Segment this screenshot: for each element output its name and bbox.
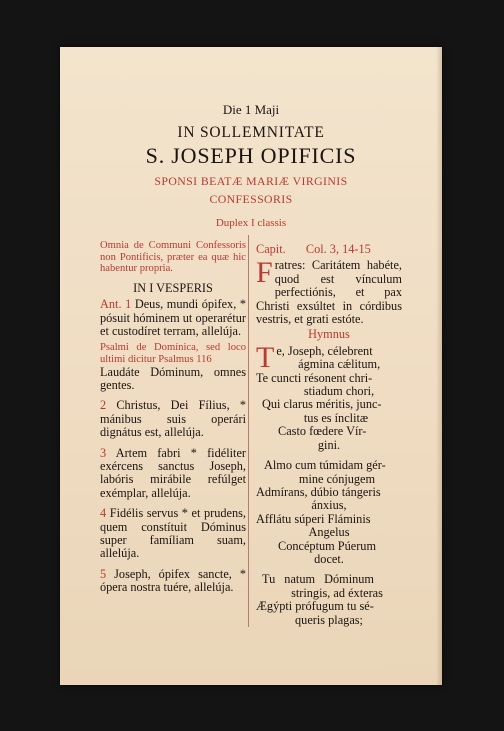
hymn-line: Ægýpti prófugum tu sé-	[256, 599, 374, 614]
intro-rubric: Omnia de Communi Confessoris non Pontificis, præter ea quæ hic habentur propria.	[100, 240, 246, 275]
antiphon-4-text: Fidélis servus * et prudens, quem constítuit Dóminus super famíliam suam, allelúja.	[100, 506, 247, 561]
hymn-heading: Hymnus	[308, 327, 350, 342]
hymn-stanza-2	[256, 459, 402, 566]
antiphon-2-num: 2	[100, 398, 107, 413]
hymn-line: Casto fœdere Vír-	[278, 424, 367, 439]
capitulum-initial: F	[256, 256, 273, 290]
antiphon-1	[100, 298, 246, 338]
hymn-line: stiadum chori,	[303, 384, 375, 399]
capitulum-reference: Col. 3, 14-15	[305, 242, 371, 256]
column-divider	[248, 235, 249, 627]
hymn-line: Angelus	[308, 525, 350, 540]
psalm-rubric: Psalmi de Domínica, sed loco ultimi dicitur Psalmus 116	[100, 342, 246, 365]
antiphon-2	[100, 399, 246, 439]
hymn-line: ánxius,	[311, 498, 347, 513]
antiphon-3-text: Artem fabri * fidéliter exércens sanctus Joseph, labóris mirábile refúlget exémplar, allelúja.	[100, 445, 246, 500]
capitulum-label: Capit.	[256, 242, 286, 256]
antiphon-4	[100, 507, 246, 561]
antiphon-1-text: Deus, mundi ópifex, * pósuit hóminem ut operarétur et custodíret terram, allelúja.	[100, 297, 246, 338]
antiphon-5-text: Joseph, ópifex sancte, * ópera nostra tuére, allelúja.	[100, 566, 246, 595]
antiphon-3-num: 3	[100, 445, 107, 460]
hymn-line: stringis, ad éxteras	[291, 585, 383, 600]
feast-subtitle-line2: CONFESSORIS	[209, 192, 293, 206]
psalm-text: Laudáte Dóminum, omnes gentes.	[100, 364, 246, 392]
hymn-line: Tu natum Dóminum	[262, 572, 374, 587]
right-column	[256, 243, 402, 627]
antiphon-5	[100, 568, 246, 595]
antiphon-3	[100, 447, 246, 501]
feast-date: Die 1 Maji	[222, 102, 280, 117]
hymn-line: tus es ínclitæ	[303, 410, 369, 425]
antiphon-4-num: 4	[100, 506, 107, 521]
hymn-line: Admírans, dúbio tángeris	[256, 484, 381, 499]
hymn-stanza-1	[256, 340, 402, 452]
feast-title-line2: S. JOSEPH OPIFICIS	[145, 143, 357, 168]
hymn-line: Afflátu súperi Fláminis	[256, 511, 371, 526]
hymn-line: Almo cum túmidam gér-	[264, 458, 386, 473]
feast-title-line1: IN SOLLEMNITATE	[177, 124, 325, 141]
antiphon-1-label: Ant. 1	[100, 297, 132, 312]
feast-subtitle-line1: SPONSI BEATÆ MARIÆ VIRGINIS	[154, 174, 348, 188]
hymn-line: mine cónjugem	[298, 471, 376, 486]
vespers-heading: IN I VESPERIS	[133, 280, 213, 295]
hymn-line: Qui clarus méritis, junc-	[262, 397, 382, 412]
hymn-line: queris plagas;	[295, 612, 363, 627]
hymn-stanza-3	[256, 573, 402, 627]
capitulum-body: ratres: Caritátem habéte, quod est vínculum perfectiónis, et pax Christi exsúltet in córdibus vestris, et grati estóte.	[256, 258, 402, 327]
left-column	[100, 240, 246, 595]
prayer-book-page	[60, 47, 442, 685]
antiphon-5-num: 5	[100, 566, 107, 581]
hymn-line: docet.	[314, 551, 344, 566]
hymn-line: ágmina cǽlitum,	[298, 357, 381, 372]
hymn-line: gini.	[317, 437, 341, 452]
hymn-line: e, Joseph, célebrent	[276, 343, 373, 358]
capitulum-header	[256, 243, 402, 256]
hymn-line: Concéptum Púerum	[278, 538, 377, 553]
antiphon-2-text: Christus, Dei Fílius, * mánibus suis operári dignátus est, allelúja.	[100, 398, 247, 440]
hymn-line: Te cuncti résonent chri-	[256, 370, 373, 385]
capitulum-text	[256, 256, 402, 327]
hymn-initial: T	[256, 340, 275, 374]
feast-rank: Duplex I classis	[215, 217, 287, 229]
